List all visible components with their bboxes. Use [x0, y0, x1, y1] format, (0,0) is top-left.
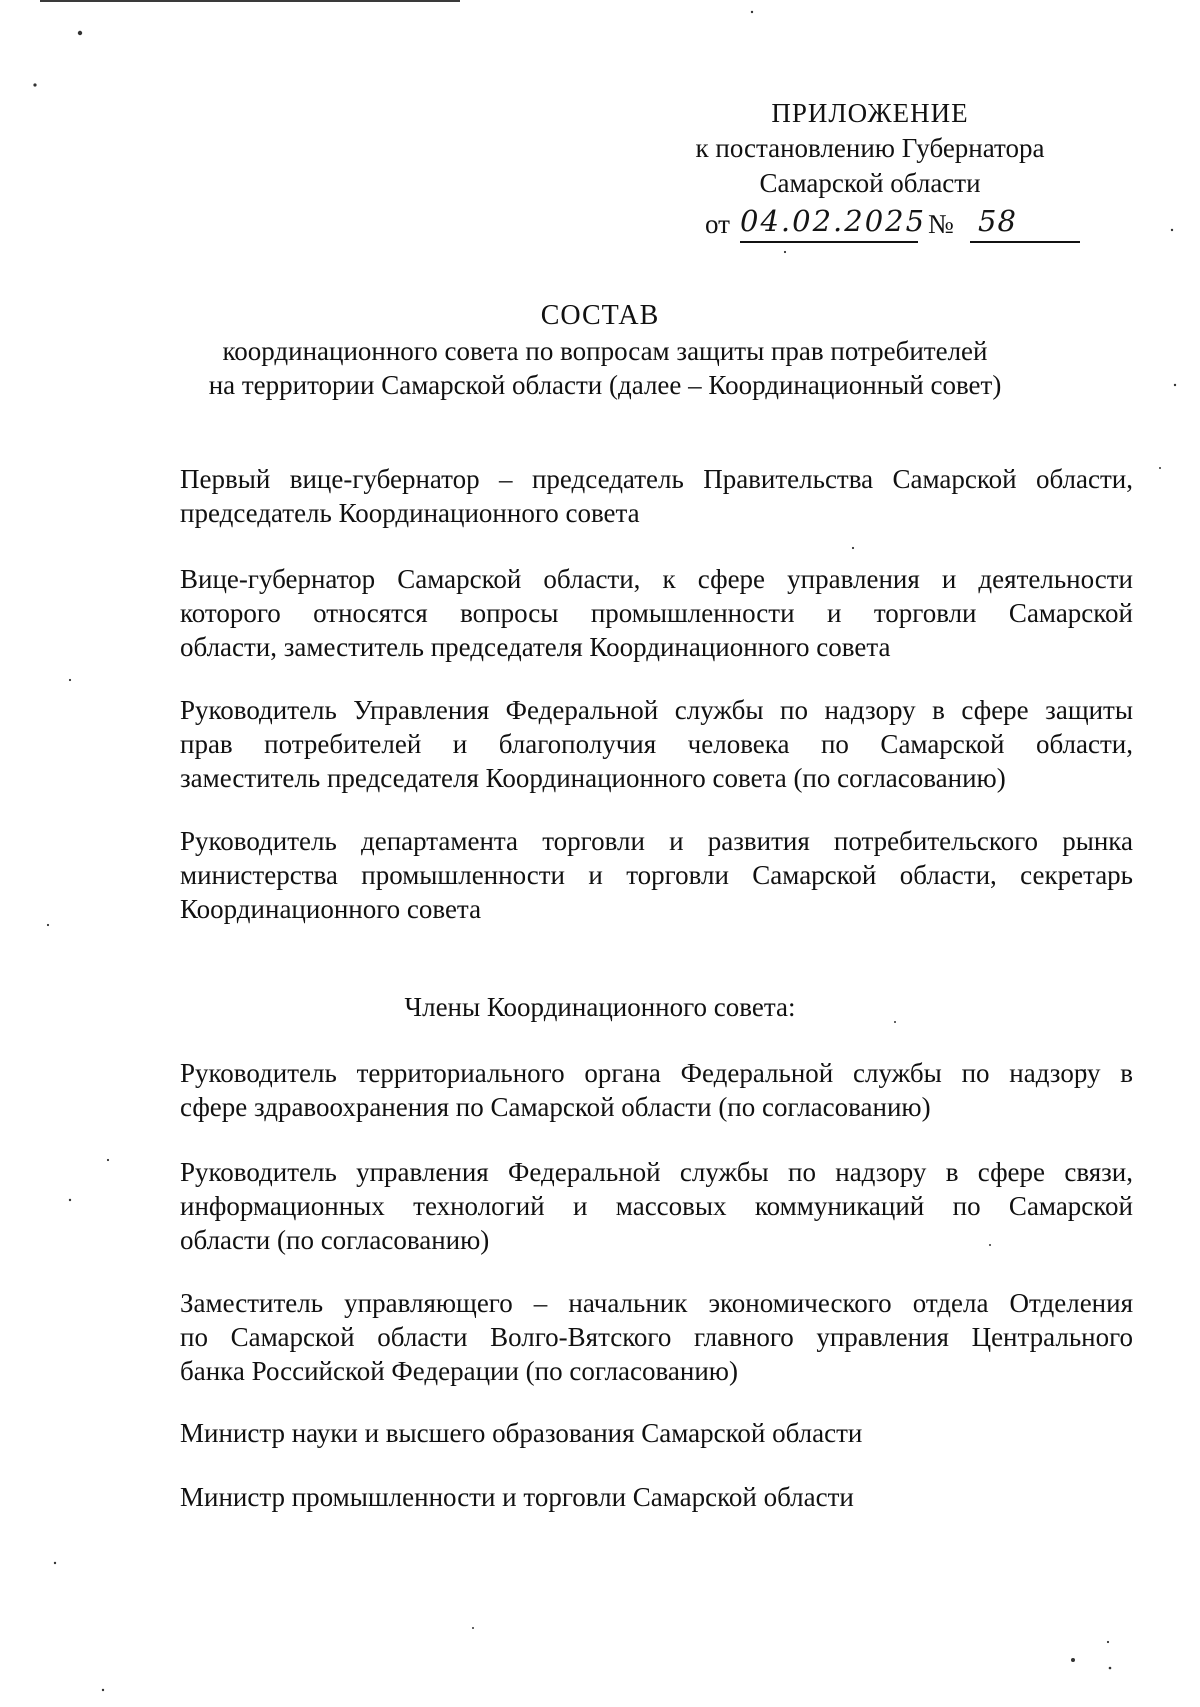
- entry-line: сфере здравоохранения по Самарской области (по согласованию): [180, 1092, 931, 1122]
- members-heading: Члены Координационного совета:: [404, 992, 796, 1022]
- subtitle-line: координационного совета по вопросам защиты прав потребителей: [222, 336, 988, 366]
- entry-line: Руководитель территориального органа Федеральной службы по надзору в: [180, 1058, 1133, 1088]
- entry-line: Руководитель управления Федеральной службы по надзору в сфере связи,: [180, 1157, 1133, 1187]
- entry-line: Руководитель Управления Федеральной службы по надзору в сфере защиты: [180, 695, 1133, 725]
- date-underline: [740, 241, 918, 243]
- entry-line: Министр промышленности и торговли Самарской области: [180, 1482, 854, 1512]
- leadership-entry-vice-chair-2: [180, 693, 1133, 795]
- entry-line: Министр науки и высшего образования Самарской области: [180, 1418, 863, 1448]
- member-entry: [180, 1056, 1133, 1124]
- entry-line: которого относятся вопросы промышленности и торговли Самарской: [180, 598, 1133, 628]
- entry-line: председатель Координационного совета: [180, 498, 640, 528]
- handwritten-number: 58: [978, 204, 1017, 238]
- annex-date-line: [670, 201, 1070, 241]
- entry-line: информационных технологий и массовых коммуникаций по Самарской: [180, 1191, 1133, 1221]
- document-subtitle: [180, 334, 1030, 402]
- annex-title: ПРИЛОЖЕНИЕ: [771, 98, 969, 128]
- handwritten-date: 04.02.2025: [740, 204, 927, 238]
- subtitle-line: на территории Самарской области (далее – Координационный совет): [208, 370, 1002, 400]
- annex-line-2: Самарской области: [759, 168, 981, 198]
- entry-line: прав потребителей и благополучия человека по Самарской области,: [180, 729, 1133, 759]
- entry-line: министерства промышленности и торговли Самарской области, секретарь: [180, 860, 1133, 890]
- number-sign: №: [928, 209, 954, 239]
- annex-header: [670, 96, 1070, 241]
- entry-line: по Самарской области Волго-Вятского главного управления Центрального: [180, 1322, 1133, 1352]
- entry-line: Руководитель департамента торговли и развития потребительского рынка: [180, 826, 1133, 856]
- document-title: СОСТАВ: [540, 300, 660, 331]
- entry-line: Координационного совета: [180, 894, 482, 924]
- entry-line: Заместитель управляющего – начальник экономического отдела Отделения: [180, 1288, 1133, 1318]
- entry-line: заместитель председателя Координационного совета (по согласованию): [180, 763, 1006, 793]
- entry-line: области, заместитель председателя Координационного совета: [180, 632, 891, 662]
- annex-line-1: к постановлению Губернатора: [695, 133, 1045, 163]
- date-prefix: от: [705, 209, 730, 239]
- leadership-entry-vice-chair-1: [180, 562, 1133, 664]
- entry-line: Вице-губернатор Самарской области, к сфере управления и деятельности: [180, 564, 1133, 594]
- member-entry: [180, 1286, 1133, 1388]
- entry-line: области (по согласованию): [180, 1225, 490, 1255]
- entry-line: банка Российской Федерации (по согласованию): [180, 1356, 738, 1386]
- leadership-entry-chair: [180, 462, 1133, 530]
- leadership-entry-secretary: [180, 824, 1133, 926]
- member-entry: [180, 1416, 1133, 1450]
- entry-line: Первый вице-губернатор – председатель Правительства Самарской области,: [180, 464, 1133, 494]
- number-underline: [970, 241, 1080, 243]
- member-entry: [180, 1155, 1133, 1257]
- member-entry: [180, 1480, 1133, 1514]
